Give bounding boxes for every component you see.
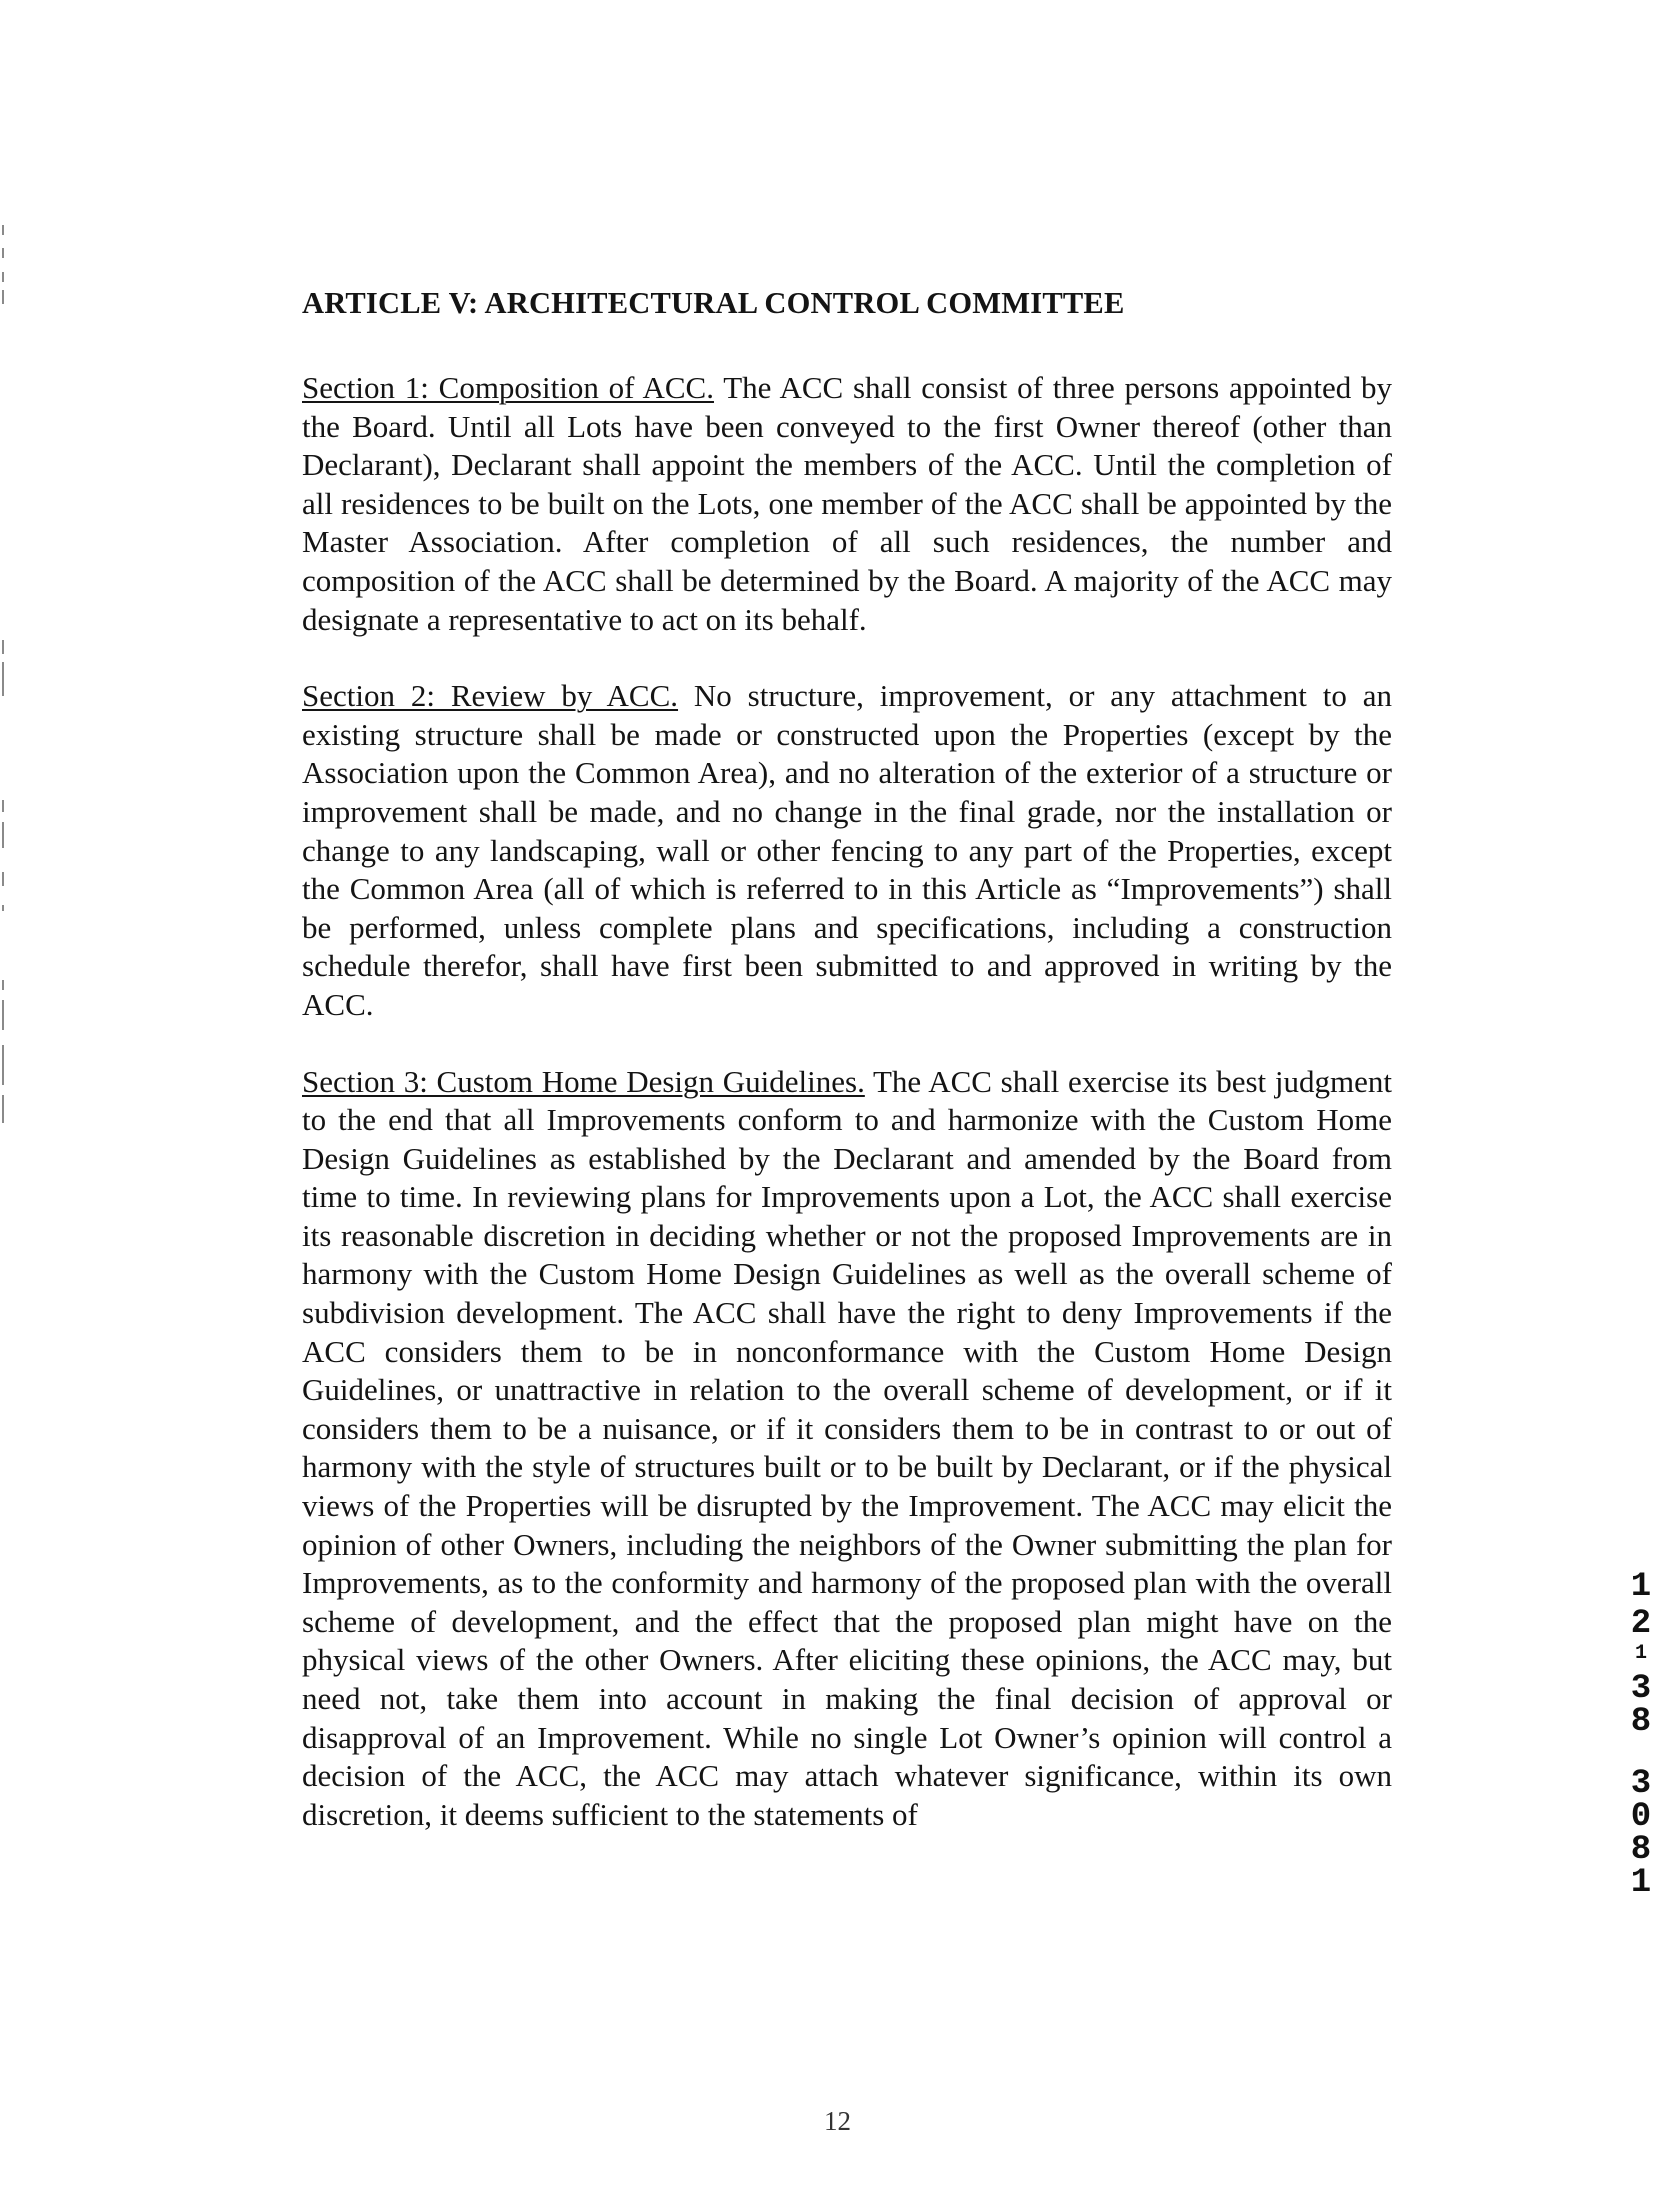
document-body [302, 286, 1392, 1872]
stamp-char-7: 0 [1630, 1798, 1652, 1836]
stamp-char-8: 8 [1630, 1831, 1652, 1869]
stamp-char-6: 3 [1630, 1765, 1652, 1803]
stamp-char-1: 1 [1630, 1568, 1652, 1606]
stamp-char-2: 2 [1630, 1605, 1652, 1643]
stamp-char-3: 1 [1634, 1642, 1647, 1665]
section-1-body: The ACC shall consist of three persons appointed by the Board. Until all Lots have been conveyed to the first Owner thereof (other than Declarant), Declarant shall appoint the members of the ACC. Until the completion of all residences to be built on the Lots, one member of the ACC shall be appointed by the Master Association. After completion of all such residences, the number and composition of the ACC shall be determined by the Board. A majority of the ACC may designate a representative to act on its behalf. [302, 370, 1392, 637]
stamp-char-9: 1 [1630, 1864, 1652, 1902]
article-title: ARTICLE V: ARCHITECTURAL CONTROL COMMITTEE [302, 286, 1125, 320]
section-3-body: The ACC shall exercise its best judgment to the end that all Improvements conform to and harmonize with the Custom Home Design Guidelines as established by the Declarant and amended by the Board from time to time. In reviewing plans for Improvements upon a Lot, the ACC shall exercise its reasonable discretion in deciding whether or not the proposed Improvements are in harmony with the Custom Home Design Guidelines as well as the overall scheme of subdivision development. The ACC shall have the right to deny Improvements if the ACC considers them to be in nonconformance with the Custom Home Design Guidelines, or unattractive in relation to the overall scheme of development, or if it considers them to be a nuisance, or if it considers them to be in contrast to or out of harmony with the style of structures built or to be built by Declarant, or if the physical views of the Properties will be disrupted by the Improvement. The ACC may elicit the opinion of other Owners, including the neighbors of the Owner submitting the plan for Improvements, as to the conformity and harmony of the proposed plan with the overall scheme of development, and the effect that the proposed plan might have on the physical views of the other Owners. After eliciting these opinions, the ACC may, but need not, take them into account in making the final decision of approval or disapproval of an Improvement. While no single Lot Owner’s opinion will control a decision of the ACC, the ACC may attach whatever significance, within its own discretion, it deems sufficient to the statements of [302, 1063, 1392, 1832]
stamp-char-4: 3 [1630, 1670, 1652, 1708]
section-3-heading: Section 3: Custom Home Design Guidelines. [302, 1063, 865, 1099]
page-number: 12 [824, 2106, 851, 2136]
section-2-body: No structure, improvement, or any attachment to an existing structure shall be made or constructed upon the Properties (except by the Association upon the Common Area), and no alteration of the exterior of a structure or improvement shall be made, and no change in the final grade, nor the installation or change to any landscaping, wall or other fencing to any part of the Properties, except the Common Area (all of which is referred to in this Article as “Improvements”) shall be performed, unless complete plans and specifications, including a construction schedule therefor, shall have first been submitted to and approved in writing by the ACC. [302, 678, 1393, 1022]
section-1-heading: Section 1: Composition of ACC. [302, 370, 714, 405]
section-1 [302, 369, 1392, 639]
section-2 [302, 677, 1392, 1024]
stamp-char-5: 8 [1630, 1703, 1652, 1741]
section-3 [302, 1063, 1392, 1835]
section-2-heading: Section 2: Review by ACC. [302, 678, 679, 714]
